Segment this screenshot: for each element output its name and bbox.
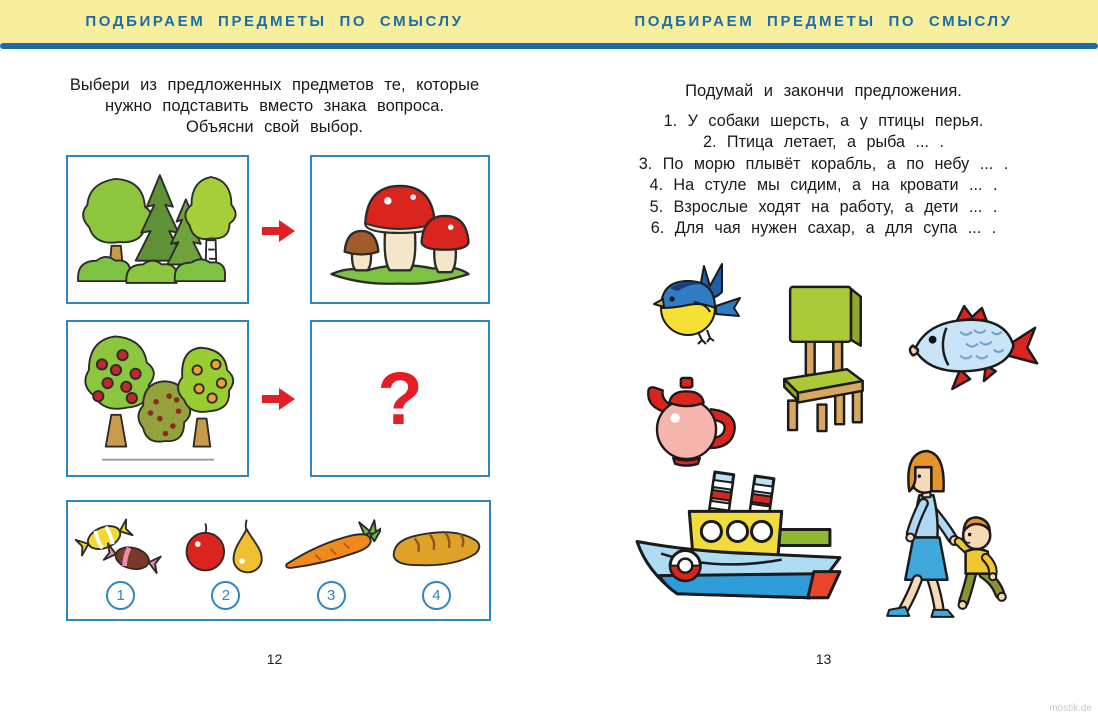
sentence: 5. Взрослые ходят на работу, а дети ... . — [649, 197, 998, 216]
forest-box — [66, 155, 249, 304]
instruction-text — [8, 75, 541, 138]
page-right — [549, 49, 1098, 717]
sentence: 6. Для чая нужен сахар, а для супа ... . — [650, 219, 997, 238]
teapot-icon — [637, 369, 737, 472]
option-apple-and-pear — [173, 502, 278, 619]
page-number-right: 13 — [815, 651, 832, 667]
fruit-trees-icon — [74, 329, 242, 469]
fruit-trees-box — [66, 320, 249, 477]
option-number-4: 4 — [422, 581, 451, 610]
mushrooms-box — [310, 155, 490, 304]
option-number-1: 1 — [106, 581, 135, 610]
option-number-2: 2 — [211, 581, 240, 610]
chair-icon — [770, 281, 874, 438]
arrow-icon — [262, 387, 296, 411]
page-title: ПОДБИРАЕМ ПРЕДМЕТЫ ПО СМЫСЛУ — [85, 13, 464, 30]
instruction-line: Выбери из предложенных предметов те, которые — [69, 76, 480, 94]
page-title: ПОДБИРАЕМ ПРЕДМЕТЫ ПО СМЫСЛУ — [634, 13, 1013, 30]
carrot-icon — [281, 514, 381, 578]
header-right — [549, 0, 1098, 43]
page-left — [0, 49, 549, 717]
candies-icon — [73, 514, 169, 578]
bird-icon — [646, 257, 746, 354]
sentence: 1. У собаки шерсть, а у птицы перья. — [663, 112, 984, 130]
bread-icon — [386, 514, 486, 578]
arrow-icon — [262, 219, 296, 243]
sentence: 2. Птица летает, а рыба ... . — [702, 133, 945, 152]
instruction-line: нужно подставить вместо знака вопроса. — [104, 97, 445, 115]
header-band — [0, 0, 1098, 43]
question-box — [310, 320, 490, 477]
exercise-title: Подумай и закончи предложения. — [685, 82, 962, 100]
instruction-line: Объясни свой выбор. — [186, 118, 363, 136]
options-box — [66, 500, 491, 621]
forest-icon — [74, 164, 242, 296]
header-left — [0, 0, 549, 43]
sentence: 4. На стуле мы сидим, а на кровати ... . — [649, 176, 998, 195]
question-mark: ? — [377, 356, 423, 440]
sentence: 3. По морю плывёт корабль, а по небу ... . — [638, 154, 1009, 173]
mushrooms-icon — [320, 169, 480, 291]
mother-and-child-icon — [879, 445, 1015, 636]
ship-icon — [631, 467, 847, 618]
option-number-3: 3 — [317, 581, 346, 610]
option-bread — [384, 502, 489, 619]
sentence-list — [549, 111, 1098, 239]
watermark: mostik.de — [1049, 703, 1092, 714]
option-candies — [68, 502, 173, 619]
fish-icon — [905, 301, 1043, 402]
apple-pear-icon — [179, 514, 273, 578]
option-carrot — [279, 502, 384, 619]
page-number-left: 12 — [266, 651, 283, 667]
